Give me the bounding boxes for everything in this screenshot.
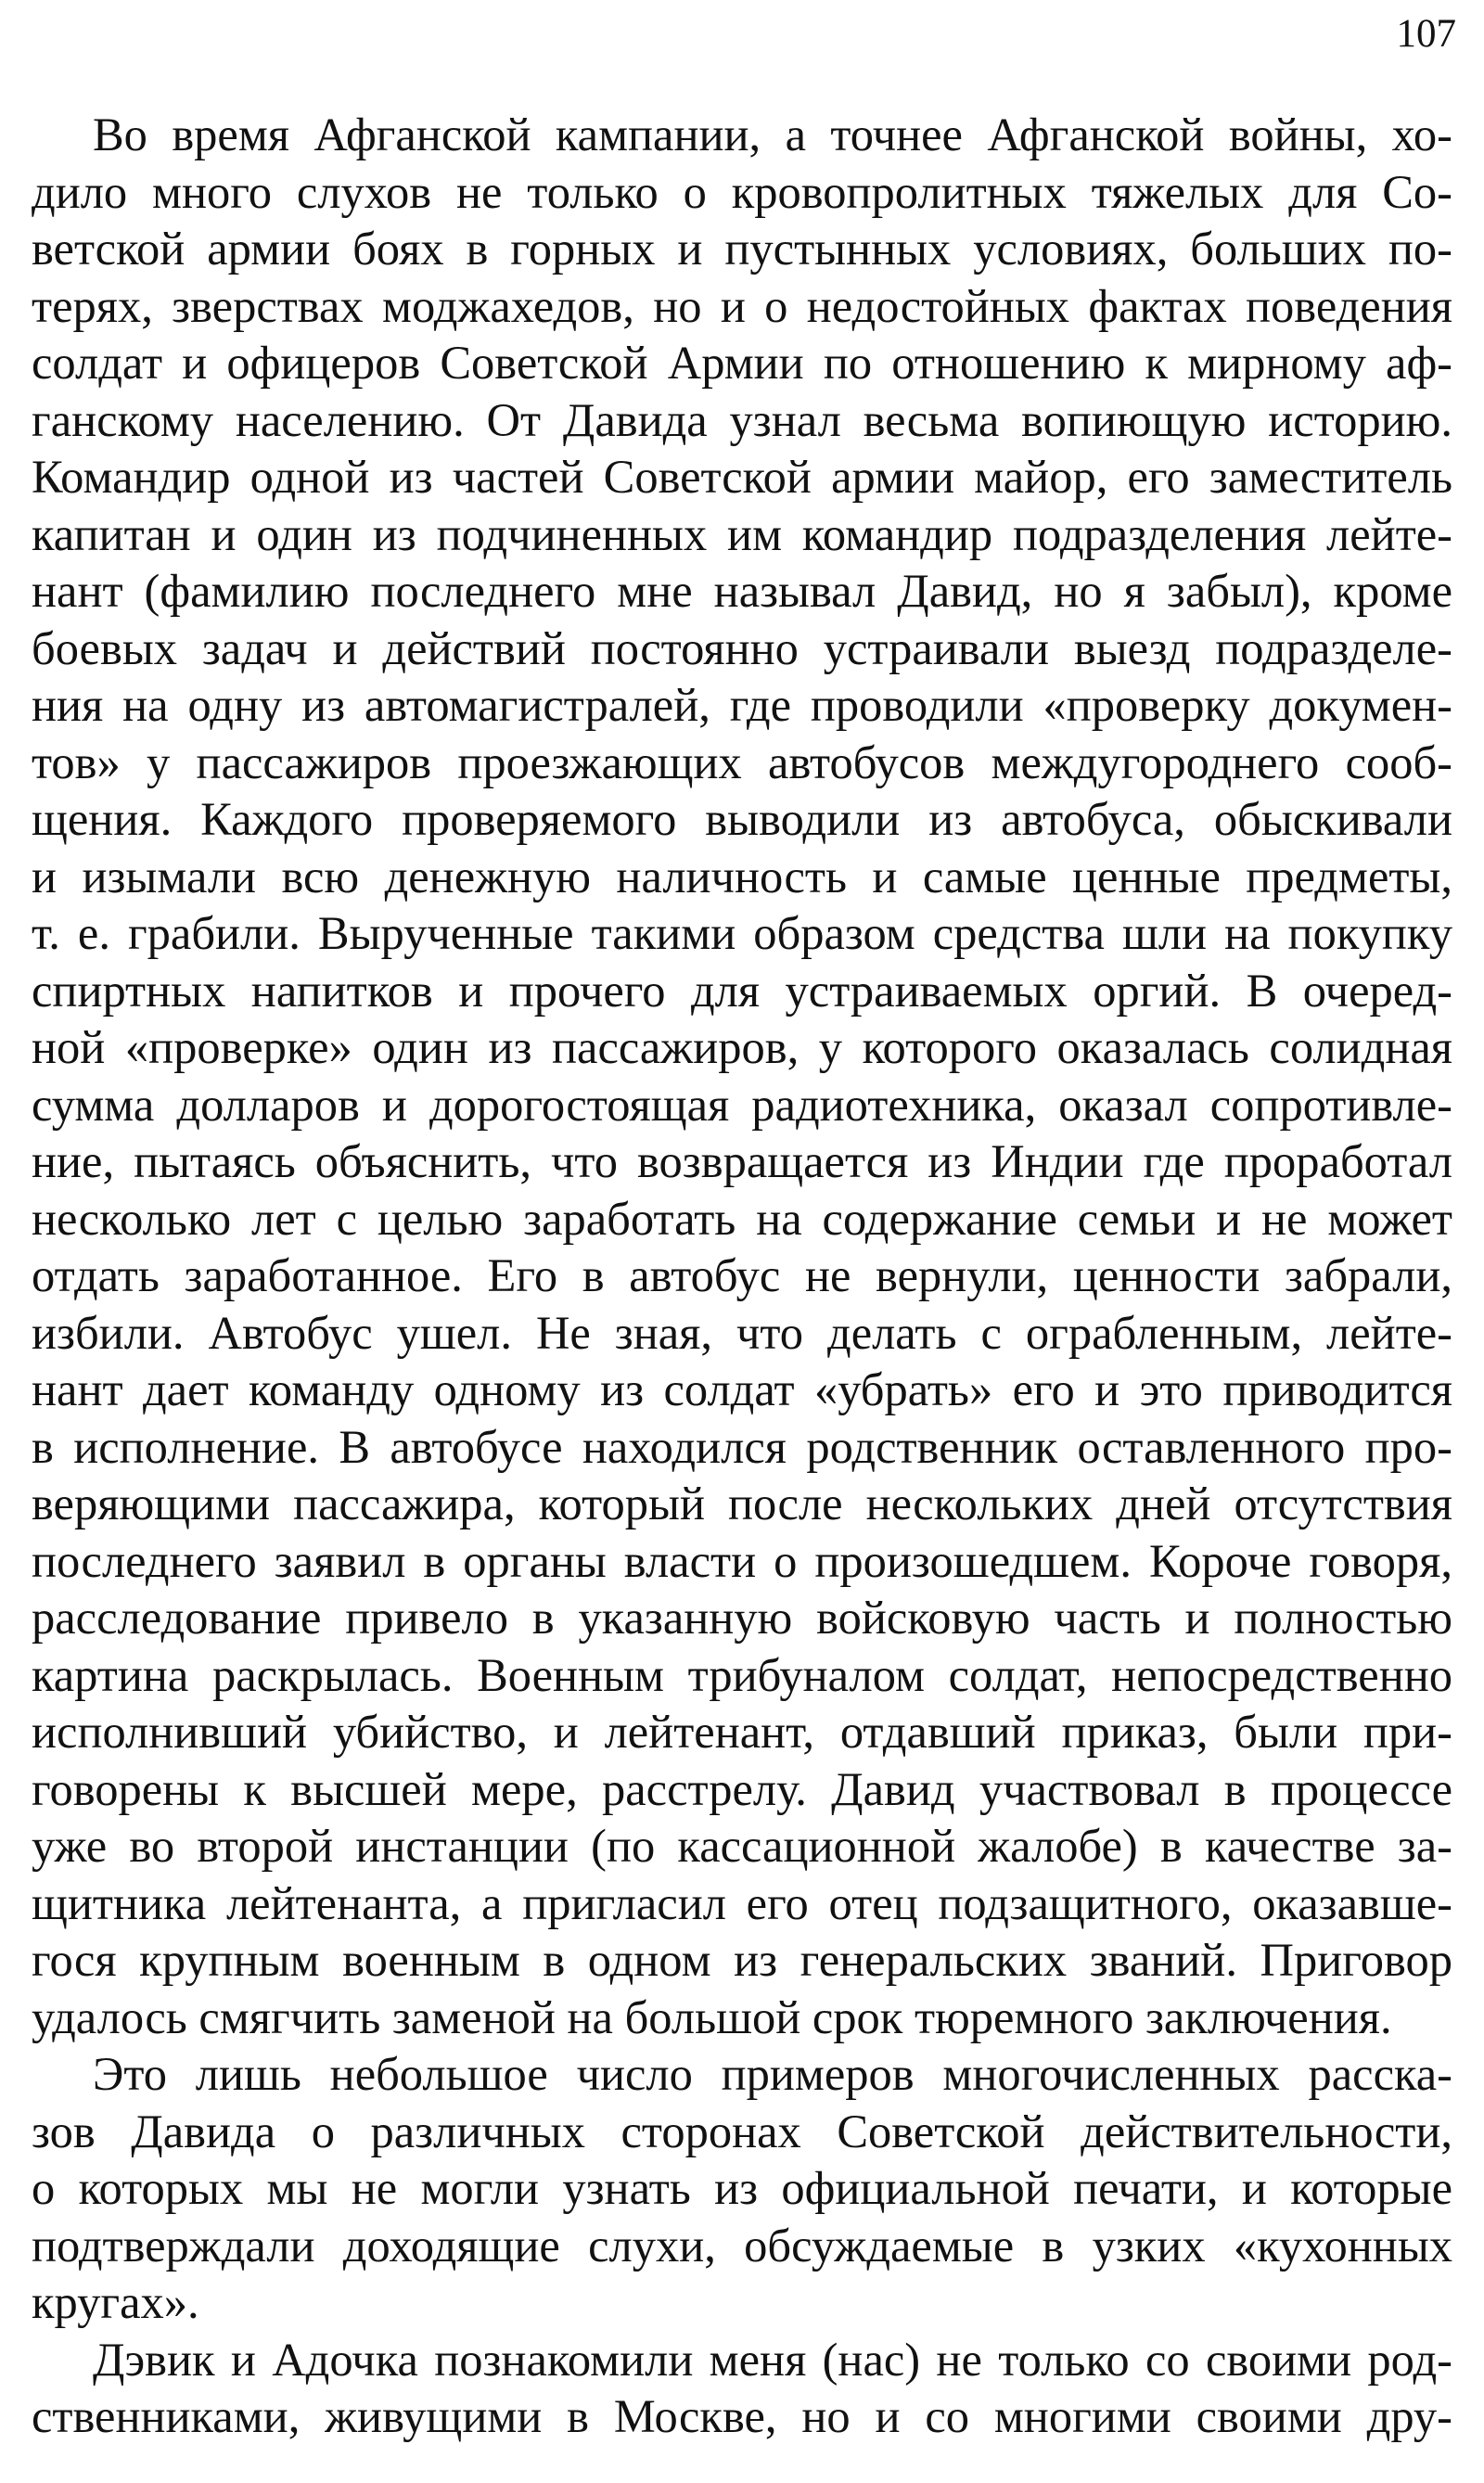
text-line: боевых задач и действий постоянно устраивали выезд подразделе- bbox=[32, 621, 1452, 674]
text-line: ганскому населению. От Давида узнал весьма вопиющую историю. bbox=[32, 393, 1452, 446]
text-line: ния на одну из автомагистралей, где проводили «проверку докумен- bbox=[32, 679, 1452, 731]
text-line: сумма долларов и дорогостоящая радиотехника, оказал сопротивле- bbox=[32, 1078, 1452, 1131]
text-line: тов» у пассажиров проезжающих автобусов междугороднего сооб- bbox=[32, 736, 1452, 788]
text-line: спиртных напитков и прочего для устраиваемых оргий. В очеред- bbox=[32, 964, 1452, 1017]
text-line: подтверждали доходящие слухи, обсуждаемые в узких «кухонных bbox=[32, 2219, 1452, 2272]
text-line: солдат и офицеров Советской Армии по отношению к мирному аф- bbox=[32, 337, 1452, 389]
text-line: веряющими пассажира, который после нескольких дней отсутствия bbox=[32, 1478, 1452, 1529]
text-line: о которых мы не могли узнать из официальной печати, и которые bbox=[32, 2162, 1452, 2214]
text-line: картина раскрылась. Военным трибуналом солдат, непосредственно bbox=[32, 1648, 1452, 1701]
text-line: и изымали всю денежную наличность и самые ценные предметы, bbox=[32, 850, 1452, 902]
text-line: в исполнение. В автобусе находился родственник оставленного про- bbox=[32, 1420, 1452, 1473]
text-line: исполнивший убийство, и лейтенант, отдавший приказ, были при- bbox=[32, 1706, 1452, 1758]
paragraph-acquaintances bbox=[32, 2332, 1452, 2446]
text-line: гося крупным военным в одном из генеральских званий. Приговор bbox=[32, 1934, 1452, 1986]
text-line: говорены к высшей мере, расстрелу. Давид участвовал в процессе bbox=[32, 1762, 1452, 1815]
text-line: нант дает команду одному из солдат «убрать» его и это приводится bbox=[32, 1363, 1452, 1415]
paragraph-examples-summary bbox=[32, 2046, 1452, 2332]
text-line: уже во второй инстанции (по кассационной жалобе) в качестве за- bbox=[32, 1820, 1452, 1872]
text-line: кругах». bbox=[32, 2276, 199, 2328]
body-text bbox=[32, 107, 1452, 2446]
page-number: 107 bbox=[1396, 12, 1456, 56]
text-line: несколько лет с целью заработать на содержание семьи и не может bbox=[32, 1192, 1452, 1245]
text-line: Во время Афганской кампании, а точнее Афганской войны, хо- bbox=[93, 109, 1452, 160]
text-line: Это лишь небольшое число примеров многочисленных расска- bbox=[93, 2048, 1452, 2100]
text-line: отдать заработанное. Его в автобус не вернули, ценности забрали, bbox=[32, 1249, 1452, 1301]
text-line: нант (фамилию последнего мне называл Давид, но я забыл), кроме bbox=[32, 565, 1452, 617]
text-line: капитан и один из подчиненных им командир подразделения лейте- bbox=[32, 507, 1452, 560]
text-line: щитника лейтенанта, а пригласил его отец подзащитного, оказавше- bbox=[32, 1876, 1452, 1929]
text-line: ветской армии боях в горных и пустынных условиях, больших по- bbox=[32, 223, 1452, 275]
text-line: избили. Автобус ушел. Не зная, что делать с ограбленным, лейте- bbox=[32, 1306, 1452, 1359]
text-line: Дэвик и Адочка познакомили меня (нас) не только со своими род- bbox=[93, 2333, 1452, 2386]
text-line: последнего заявил в органы власти о произошедшем. Короче говоря, bbox=[32, 1534, 1452, 1587]
text-line: ние, пытаясь объяснить, что возвращается из Индии где проработал bbox=[32, 1135, 1452, 1187]
text-line: Командир одной из частей Советской армии майор, его заместитель bbox=[32, 451, 1452, 503]
text-line: щения. Каждого проверяемого выводили из автобуса, обыскивали bbox=[32, 793, 1452, 845]
text-line: зов Давида о различных сторонах Советской действительности, bbox=[32, 2105, 1452, 2157]
text-line: расследование привело в указанную войсковую часть и полностью bbox=[32, 1592, 1452, 1644]
text-line: терях, зверствах моджахедов, но и о недостойных фактах поведения bbox=[32, 279, 1452, 332]
text-line: ной «проверке» один из пассажиров, у которого оказалась солидная bbox=[32, 1021, 1452, 1073]
text-line: дило много слухов не только о кровопролитных тяжелых для Со- bbox=[32, 165, 1452, 218]
text-line: ственниками, живущими в Москве, но и со многими своими дру- bbox=[32, 2390, 1452, 2442]
text-line: т. е. грабили. Вырученные такими образом средства шли на покупку bbox=[32, 907, 1452, 959]
paragraph-afghan-war-story bbox=[32, 107, 1452, 2046]
text-line: удалось смягчить заменой на большой срок тюремного заключения. bbox=[32, 1990, 1392, 2043]
